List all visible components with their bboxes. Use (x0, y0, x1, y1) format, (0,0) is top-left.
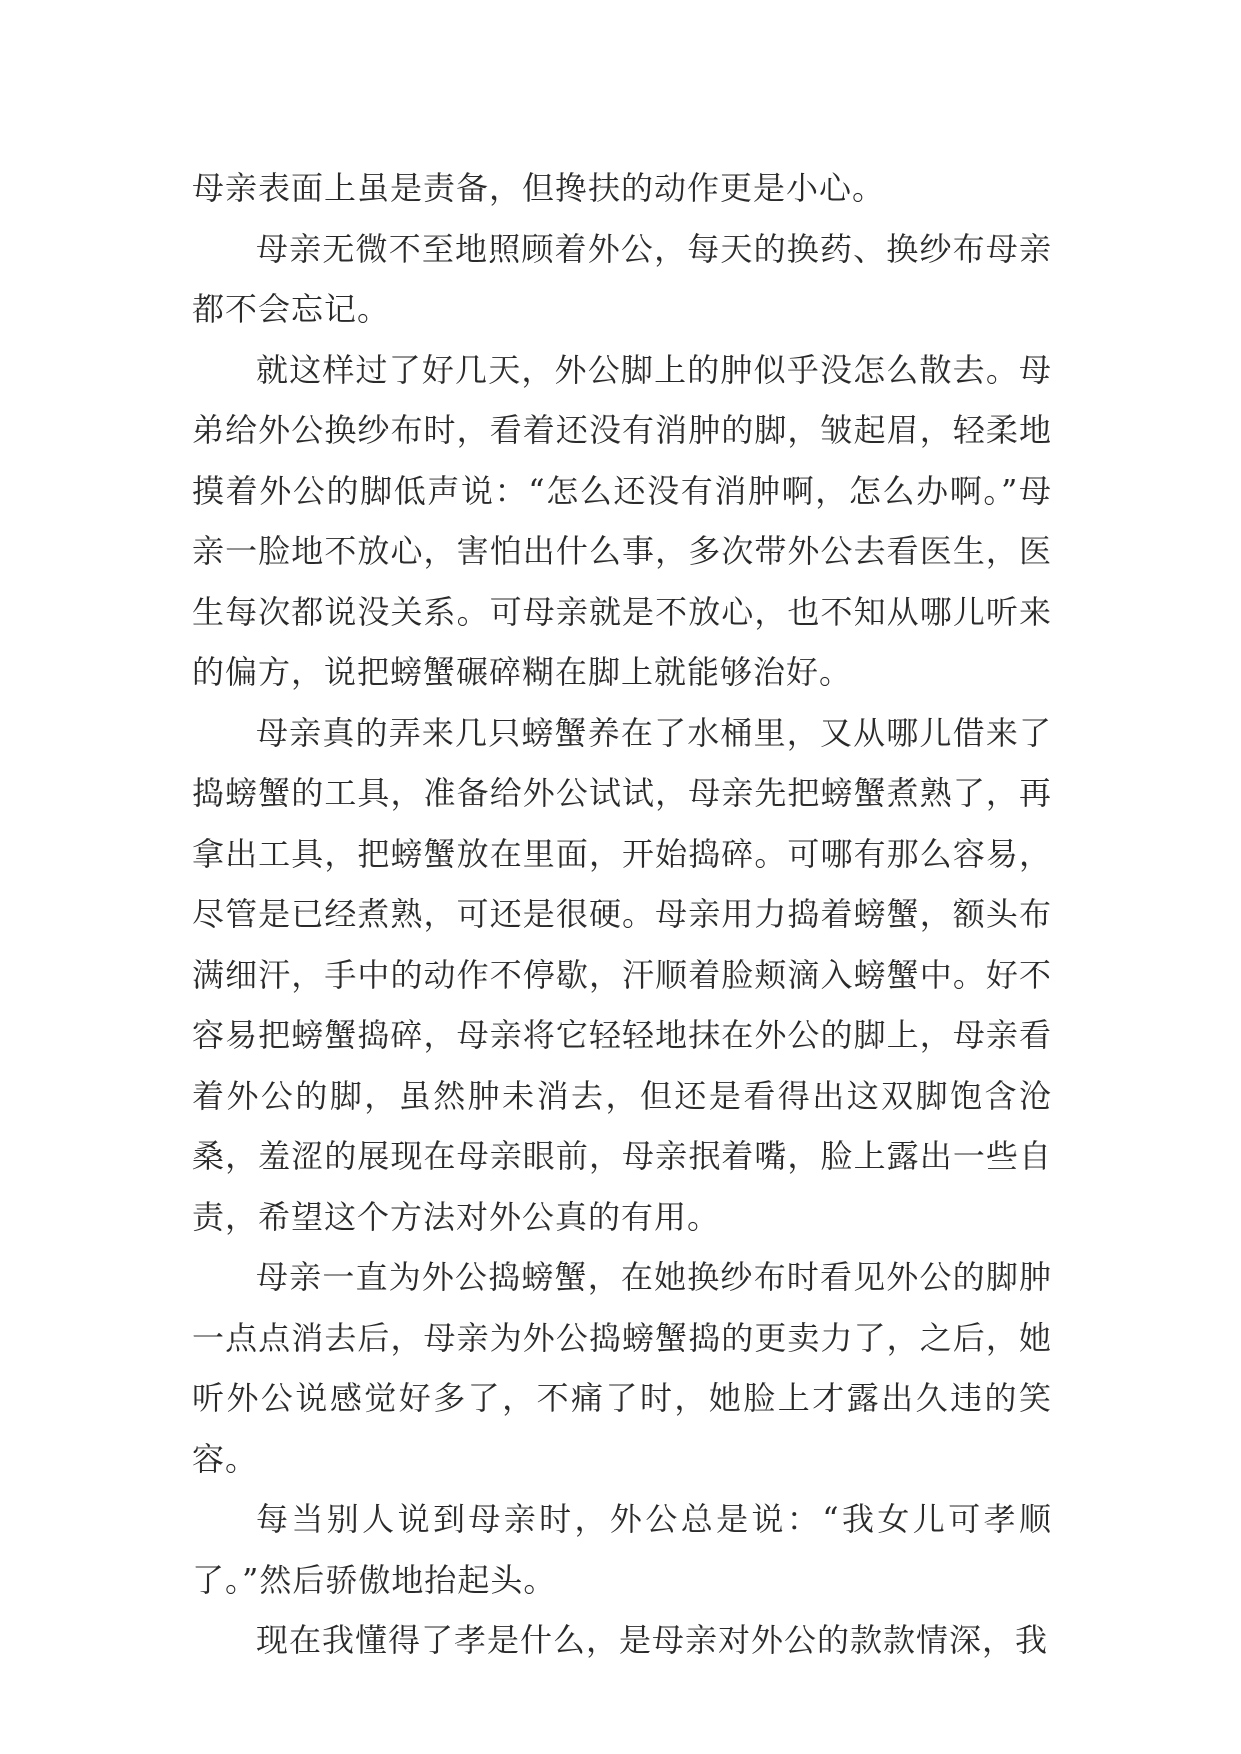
paragraph: 母亲一直为外公捣螃蟹，在她换纱布时看见外公的脚肿一点点消去后，母亲为外公捣螃蟹捣的更卖力了，之后，她听外公说感觉好多了，不痛了时，她脸上才露出久违的笑容。 (192, 1258, 1052, 1478)
paragraph: 母亲真的弄来几只螃蟹养在了水桶里，又从哪儿借来了捣螃蟹的工具，准备给外公试试，母亲先把螃蟹煮熟了，再拿出工具，把螃蟹放在里面，开始捣碎。可哪有那么容易，尽管是已经煮熟，可还是很硬。母亲用力捣着螃蟹，额头布满细汗，手中的动作不停歇，汗顺着脸颊滴入螃蟹中。好不容易把螃蟹捣碎，母亲将它轻轻地抹在外公的脚上，母亲看着外公的脚，虽然肿未消去，但还是看得出这双脚饱含沧桑，羞涩的展现在母亲眼前，母亲抿着嘴，脸上露出一些自责，希望这个方法对外公真的有用。 (192, 713, 1052, 1236)
paragraph-continuation: 母亲表面上虽是责备，但搀扶的动作更是小心。 (192, 169, 886, 207)
paragraph: 母亲无微不至地照顾着外公，每天的换药、换纱布母亲都不会忘记。 (192, 229, 1052, 328)
document-body (192, 158, 1052, 1671)
paragraph: 现在我懂得了孝是什么，是母亲对外公的款款情深，我 (256, 1621, 1049, 1659)
paragraph: 每当别人说到母亲时，外公总是说：“我女儿可孝顺了。”然后骄傲地抬起头。 (192, 1500, 1052, 1599)
paragraph: 就这样过了好几天，外公脚上的肿似乎没怎么散去。母弟给外公换纱布时，看着还没有消肿的脚，皱起眉，轻柔地摸着外公的脚低声说：“怎么还没有消肿啊，怎么办啊。”母亲一脸地不放心，害怕出什么事，多次带外公去看医生，医生每次都说没关系。可母亲就是不放心，也不知从哪儿听来的偏方，说把螃蟹碾碎糊在脚上就能够治好。 (192, 350, 1052, 691)
